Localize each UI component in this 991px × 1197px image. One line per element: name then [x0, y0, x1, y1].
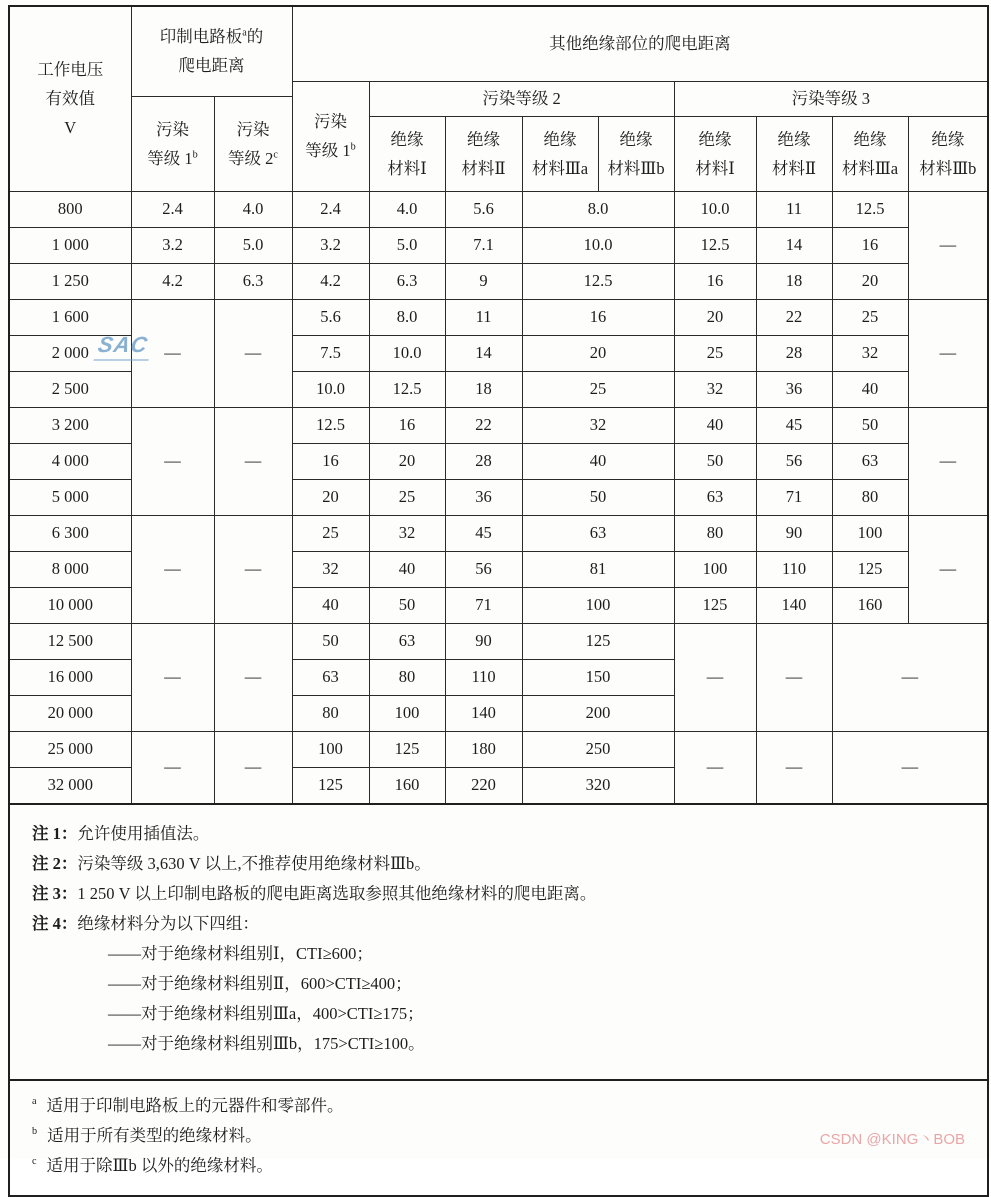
- material-label: 材料Ⅲa: [531, 158, 589, 178]
- table-row: [9, 227, 988, 263]
- table-cell: 36: [445, 479, 522, 515]
- header-insulation-material-2-pd3: [756, 116, 832, 191]
- header-insulation-material-3b-pd2: [598, 116, 674, 191]
- table-cell: 125: [292, 767, 369, 804]
- material-label: 材料Ⅲb: [919, 158, 977, 178]
- table-cell: 8.0: [522, 191, 674, 227]
- table-cell: 20: [832, 263, 908, 299]
- table-cell: 11: [756, 191, 832, 227]
- footnote-marker: a: [32, 1096, 37, 1107]
- table-cell: 7.5: [292, 335, 369, 371]
- table-cell: 6.3: [369, 263, 445, 299]
- table-row: [9, 623, 988, 659]
- note-text: 允许使用插值法。: [77, 823, 210, 843]
- footnote-text: 适用于所有类型的绝缘材料。: [47, 1125, 262, 1145]
- table-cell: 125: [674, 587, 756, 623]
- table-cell: 32: [522, 407, 674, 443]
- table-cell: 10 000: [9, 587, 131, 623]
- table-cell: 63: [292, 659, 369, 695]
- table-cell: 32: [292, 551, 369, 587]
- table-cell: —: [214, 623, 292, 731]
- header-working-voltage-line3: V: [64, 118, 77, 138]
- table-cell: 50: [674, 443, 756, 479]
- header-insulation-material-2-pd2: [445, 116, 522, 191]
- material-label: 材料Ⅱ: [461, 158, 506, 178]
- material-label: 绝缘: [931, 129, 965, 149]
- table-cell: 10.0: [674, 191, 756, 227]
- material-label: 材料Ⅰ: [387, 158, 427, 178]
- table-cell: 63: [369, 623, 445, 659]
- table-cell: —: [908, 407, 988, 515]
- table-cell: 110: [445, 659, 522, 695]
- table-cell: 80: [292, 695, 369, 731]
- table-cell: 32: [369, 515, 445, 551]
- material-label: 绝缘: [698, 129, 732, 149]
- table-cell: 25: [674, 335, 756, 371]
- header-pcb-title-line2: 爬电距离: [178, 56, 245, 76]
- material-label: 绝缘: [853, 129, 887, 149]
- table-cell: 800: [9, 191, 131, 227]
- table-cell: —: [674, 731, 756, 804]
- table-cell: —: [131, 299, 214, 407]
- table-cell: 125: [522, 623, 674, 659]
- header-pcb-title-text2: 的: [246, 27, 264, 47]
- note-1: [32, 819, 967, 849]
- header-insulation-material-3b-pd3: [908, 116, 988, 191]
- table-cell: 4 000: [9, 443, 131, 479]
- table-cell: 40: [369, 551, 445, 587]
- header-pollution-degree-3-group: [674, 81, 988, 116]
- note-label: 注 1：: [32, 823, 78, 843]
- table-cell: 5.0: [369, 227, 445, 263]
- table-cell: 140: [756, 587, 832, 623]
- table-cell: —: [908, 515, 988, 623]
- table-cell: 25 000: [9, 731, 131, 767]
- table-cell: —: [214, 299, 292, 407]
- table-cell: 40: [292, 587, 369, 623]
- table-cell: 50: [292, 623, 369, 659]
- table-cell: 100: [369, 695, 445, 731]
- header-working-voltage: [9, 6, 131, 191]
- footnote-marker: b: [32, 1126, 38, 1137]
- header-pd1-line2: 等级 1: [305, 141, 351, 160]
- table-cell: 22: [756, 299, 832, 335]
- table-cell: 100: [522, 587, 674, 623]
- table-cell: —: [908, 191, 988, 299]
- header-pollution-degree-2-group: [369, 81, 674, 116]
- table-cell: 3 200: [9, 407, 131, 443]
- table-cell: 40: [832, 371, 908, 407]
- footnote-c: [32, 1151, 967, 1181]
- table-cell: 16: [674, 263, 756, 299]
- header-pcb-creepage-title: [131, 6, 292, 96]
- notes-block: [9, 804, 988, 1080]
- table-row: [9, 515, 988, 551]
- table-cell: 63: [522, 515, 674, 551]
- table-cell: 22: [445, 407, 522, 443]
- table-cell: 50: [832, 407, 908, 443]
- header-other-insulation-title: [292, 6, 988, 81]
- note-text: 污染等级 3,630 V 以上,不推荐使用绝缘材料Ⅲb。: [77, 853, 431, 873]
- table-cell: 80: [832, 479, 908, 515]
- table-cell: 80: [674, 515, 756, 551]
- note-label: 注 3：: [32, 883, 78, 903]
- footnote-marker: a: [242, 27, 247, 39]
- table-cell: 2 000: [9, 335, 131, 371]
- header-pcb-pollution-degree-2: [214, 96, 292, 191]
- table-row: [9, 407, 988, 443]
- table-cell: 140: [445, 695, 522, 731]
- table-cell: 10.0: [369, 335, 445, 371]
- table-cell: 14: [445, 335, 522, 371]
- footnote-marker: b: [350, 141, 356, 153]
- table-cell: —: [756, 623, 832, 731]
- header-insulation-material-3a-pd3: [832, 116, 908, 191]
- footnote-marker: c: [273, 149, 278, 160]
- header-pd2-group-text: 污染等级 2: [482, 89, 561, 108]
- table-cell: —: [131, 623, 214, 731]
- table-cell: 6.3: [214, 263, 292, 299]
- header-other-insulation-text: 其他绝缘部位的爬电距离: [549, 34, 731, 54]
- table-cell: 16 000: [9, 659, 131, 695]
- table-cell: 150: [522, 659, 674, 695]
- table-cell: 16: [292, 443, 369, 479]
- table-cell: 2.4: [131, 191, 214, 227]
- table-cell: 25: [292, 515, 369, 551]
- table-cell: 12.5: [292, 407, 369, 443]
- table-cell: 81: [522, 551, 674, 587]
- table-cell: 125: [832, 551, 908, 587]
- table-cell: 5.0: [214, 227, 292, 263]
- table-cell: 56: [756, 443, 832, 479]
- header-pd3-group-text: 污染等级 3: [791, 89, 870, 108]
- header-insulation-material-1-pd3: [674, 116, 756, 191]
- table-cell: 10.0: [522, 227, 674, 263]
- header-pcb-pollution-degree-1: [131, 96, 214, 191]
- table-cell: —: [832, 623, 988, 731]
- header-working-voltage-line1: 工作电压: [37, 60, 104, 80]
- table-cell: 71: [445, 587, 522, 623]
- table-cell: 180: [445, 731, 522, 767]
- table-cell: 5 000: [9, 479, 131, 515]
- footnote-marker: c: [32, 1156, 37, 1167]
- table-cell: 8 000: [9, 551, 131, 587]
- table-cell: 18: [445, 371, 522, 407]
- sac-logo-watermark: SAC: [93, 332, 154, 361]
- table-cell: 63: [832, 443, 908, 479]
- table-cell: 12.5: [369, 371, 445, 407]
- material-label: 绝缘: [467, 129, 501, 149]
- table-cell: 12.5: [522, 263, 674, 299]
- table-cell: 28: [756, 335, 832, 371]
- table-cell: 320: [522, 767, 674, 804]
- header-insulation-material-3a-pd2: [522, 116, 598, 191]
- table-cell: 12 500: [9, 623, 131, 659]
- material-label: 材料Ⅱ: [771, 158, 817, 178]
- table-cell: 1 250: [9, 263, 131, 299]
- table-cell: 4.0: [214, 191, 292, 227]
- table-cell: 28: [445, 443, 522, 479]
- table-cell: 50: [522, 479, 674, 515]
- table-cell: 32: [674, 371, 756, 407]
- table-cell: 2 500: [9, 371, 131, 407]
- table-cell: 40: [522, 443, 674, 479]
- footnote-text: 适用于除Ⅲb 以外的绝缘材料。: [46, 1155, 273, 1175]
- table-cell: 160: [832, 587, 908, 623]
- table-cell: 16: [369, 407, 445, 443]
- material-label: 绝缘: [543, 129, 577, 149]
- note-label: 注 2：: [32, 853, 78, 873]
- header-pcb-pd1-line1: 污染: [156, 119, 189, 139]
- table-cell: 36: [756, 371, 832, 407]
- table-row: [9, 731, 988, 767]
- note-text: 绝缘材料分为以下四组：: [77, 913, 259, 933]
- table-header: [9, 6, 988, 191]
- header-other-pollution-degree-1: [292, 81, 369, 191]
- table-cell: 16: [522, 299, 674, 335]
- table-cell: 8.0: [369, 299, 445, 335]
- table-cell: 45: [445, 515, 522, 551]
- table-cell: 25: [369, 479, 445, 515]
- table-cell: 18: [756, 263, 832, 299]
- table-cell: 160: [369, 767, 445, 804]
- footnote-a: [32, 1091, 967, 1121]
- table-cell: 3.2: [131, 227, 214, 263]
- note-4-item-2: ——对于绝缘材料组别Ⅱ，600>CTI≥400；: [108, 973, 412, 993]
- table-cell: —: [131, 731, 214, 804]
- note-4-item-4: ——对于绝缘材料组别Ⅲb，175>CTI≥100。: [108, 1033, 425, 1053]
- table-cell: 10.0: [292, 371, 369, 407]
- material-label: 绝缘: [777, 129, 811, 149]
- table-cell: —: [214, 515, 292, 623]
- table-cell: 9: [445, 263, 522, 299]
- note-text: 1 250 V 以上印制电路板的爬电距离选取参照其他绝缘材料的爬电距离。: [77, 883, 597, 903]
- material-label: 绝缘: [390, 129, 424, 149]
- material-label: 材料Ⅲb: [607, 158, 665, 178]
- table-cell: 100: [292, 731, 369, 767]
- header-pcb-pd2-line2: 等级 2: [228, 148, 274, 168]
- csdn-credit-watermark: CSDN @KING丶BOB: [819, 1131, 965, 1148]
- table-cell: 25: [832, 299, 908, 335]
- note-4-item-1: ——对于绝缘材料组别Ⅰ，CTI≥600；: [108, 943, 373, 963]
- table-cell: 20: [292, 479, 369, 515]
- table-cell: 100: [832, 515, 908, 551]
- table-body: [9, 191, 988, 804]
- table-cell: 90: [445, 623, 522, 659]
- table-cell: 25: [522, 371, 674, 407]
- table-cell: 32: [832, 335, 908, 371]
- table-cell: —: [756, 731, 832, 804]
- table-cell: 4.0: [369, 191, 445, 227]
- table-cell: 4.2: [292, 263, 369, 299]
- footnote-text: 适用于印制电路板上的元器件和零部件。: [46, 1095, 344, 1115]
- table-cell: 220: [445, 767, 522, 804]
- material-label: 材料Ⅰ: [695, 158, 735, 178]
- table-cell: 5.6: [292, 299, 369, 335]
- table-cell: 32 000: [9, 767, 131, 804]
- table-cell: 4.2: [131, 263, 214, 299]
- table-cell: 16: [832, 227, 908, 263]
- table-cell: 56: [445, 551, 522, 587]
- note-4: [32, 909, 967, 939]
- note-2: [32, 849, 967, 879]
- table-cell: 100: [674, 551, 756, 587]
- table-cell: 6 300: [9, 515, 131, 551]
- table-cell: 1 600: [9, 299, 131, 335]
- header-pd1-line1: 污染: [314, 112, 348, 131]
- creepage-distance-table: [8, 5, 989, 1197]
- table-row: [9, 263, 988, 299]
- table-cell: —: [674, 623, 756, 731]
- table-cell: 20 000: [9, 695, 131, 731]
- header-pcb-pd2-line1: 污染: [236, 119, 270, 139]
- header-pcb-title-text: 印制电路板: [159, 27, 243, 47]
- table-cell: 20: [674, 299, 756, 335]
- header-working-voltage-line2: 有效值: [45, 89, 95, 109]
- material-label: 材料Ⅲa: [841, 158, 899, 178]
- table-cell: 200: [522, 695, 674, 731]
- table-cell: 50: [369, 587, 445, 623]
- table-cell: 45: [756, 407, 832, 443]
- table-row: [9, 191, 988, 227]
- note-label: 注 4：: [32, 913, 78, 933]
- table-cell: 11: [445, 299, 522, 335]
- header-pcb-pd1-line2: 等级 1: [147, 148, 193, 168]
- header-insulation-material-1-pd2: [369, 116, 445, 191]
- note-3: [32, 879, 967, 909]
- table-cell: —: [832, 731, 988, 804]
- material-label: 绝缘: [619, 129, 653, 149]
- table-cell: —: [131, 407, 214, 515]
- table-cell: 71: [756, 479, 832, 515]
- table-cell: 250: [522, 731, 674, 767]
- table-cell: 125: [369, 731, 445, 767]
- note-4-item-3: ——对于绝缘材料组别Ⅲa，400>CTI≥175；: [108, 1003, 424, 1023]
- table-cell: —: [131, 515, 214, 623]
- table-cell: —: [214, 731, 292, 804]
- table-cell: 110: [756, 551, 832, 587]
- footnote-marker: b: [192, 149, 198, 160]
- table-cell: 20: [522, 335, 674, 371]
- table-cell: 80: [369, 659, 445, 695]
- table-cell: 12.5: [832, 191, 908, 227]
- table-cell: 20: [369, 443, 445, 479]
- table-cell: 7.1: [445, 227, 522, 263]
- table-cell: 12.5: [674, 227, 756, 263]
- table-cell: —: [908, 299, 988, 407]
- table-cell: 63: [674, 479, 756, 515]
- table-cell: —: [214, 407, 292, 515]
- table-cell: 40: [674, 407, 756, 443]
- table-cell: 14: [756, 227, 832, 263]
- table-cell: 1 000: [9, 227, 131, 263]
- table-cell: 5.6: [445, 191, 522, 227]
- table-cell: 3.2: [292, 227, 369, 263]
- table-cell: 90: [756, 515, 832, 551]
- table-cell: 2.4: [292, 191, 369, 227]
- table-row: [9, 299, 988, 335]
